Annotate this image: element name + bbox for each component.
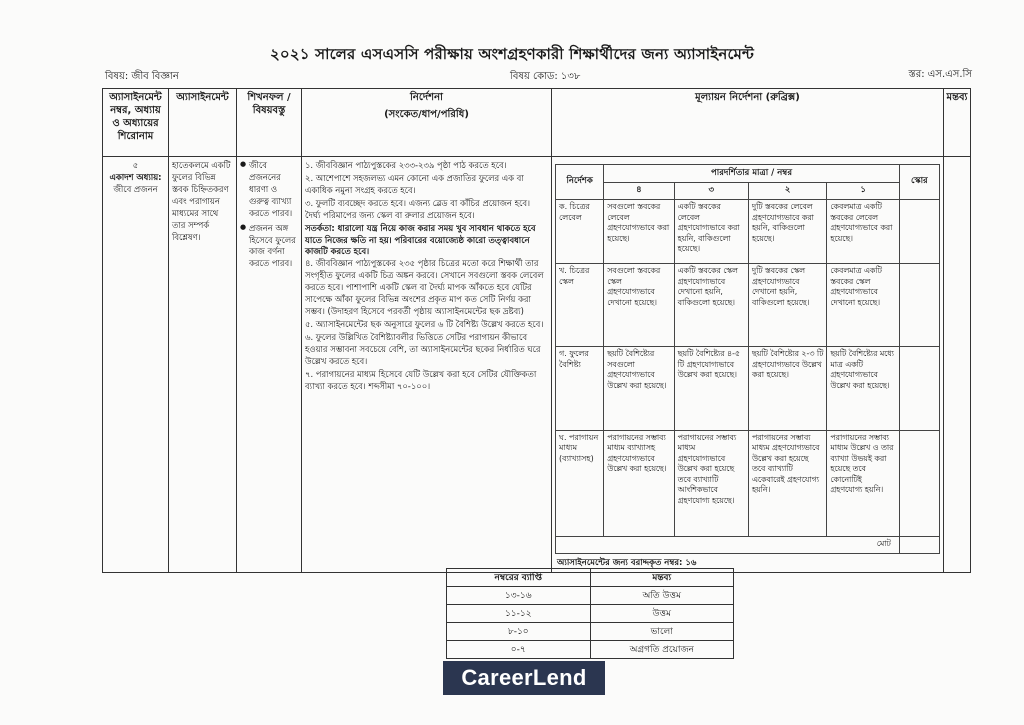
rubric-cell: একটি স্তবকের স্কেল গ্রহণযোগ্যভাবে দেখানো হয়নি, বাকিগুলো হয়েছে। <box>674 264 748 347</box>
step-item: ৭. পরাগায়নের মাধ্যম হিসেবে যেটি উল্লেখ করা হবে সেটির যৌক্তিকতা ব্যাখ্যা করতে হবে। শব্দসীমা ৭০-১০০। <box>305 368 537 391</box>
rubric-cell: ছয়টি বৈশিষ্ট্যের মধ্যে মাত্র একটি গ্রহণযোগ্যভাবে উল্লেখ করা হয়েছে। <box>827 347 899 430</box>
col-assignment: অ্যাসাইনমেন্ট <box>169 89 237 157</box>
col-instruction <box>302 89 552 157</box>
rubric-score <box>899 347 939 430</box>
rubric-criterion: ক. চিত্রের লেবেল <box>556 200 604 264</box>
rubric-row <box>556 347 940 430</box>
rubric-cell: সবগুলো স্তবকের স্কেল গ্রহণযোগ্যভাবে দেখানো হয়েছে। <box>604 264 674 347</box>
scale-remark: ভালো <box>590 623 734 641</box>
instruction-title: নির্দেশনা <box>410 92 443 103</box>
outcome-cell <box>237 157 302 573</box>
rubric-level-header: পারদর্শিতার মাত্রা / নম্বর <box>604 165 900 183</box>
rubric-score <box>899 430 939 537</box>
scale-row <box>447 623 734 641</box>
rubric-cell: দুটি স্তবকের স্কেল গ্রহণযোগ্যভাবে দেখানো হয়নি, বাকিগুলো হয়েছে। <box>748 264 826 347</box>
step-item: ৫. অ্যাসাইনমেন্টের ছক অনুসারে ফুলের ৬ টি বৈশিষ্ট্য উল্লেখ করতে হবে। <box>305 318 544 329</box>
rubric-score <box>899 264 939 347</box>
rubric-cell: দুটি স্তবকের লেবেল গ্রহণযোগ্যভাবে করা হয়নি, বাকিগুলো হয়েছে। <box>748 200 826 264</box>
rubric-cell: ছয়টি বৈশিষ্ট্যের ২-৩ টি গ্রহণযোগ্যভাবে উল্লেখ করা হয়েছে। <box>748 347 826 430</box>
scale-row <box>447 605 734 623</box>
rubric-total-label: মোট <box>556 537 900 554</box>
col-remarks: মন্তব্য <box>944 89 971 157</box>
evaluation-cell <box>552 157 944 573</box>
scale-row <box>447 587 734 605</box>
rubric-total-score <box>899 537 939 554</box>
step-item: ৪. জীববিজ্ঞান পাঠ্যপুস্তকের ২৩৫ পৃষ্ঠার চিত্রের মতো করে শিক্ষার্থী তার সংগৃহীত ফুলের একটি চিত্র অঙ্কন করবে। সেখানে সবগুলো স্তবক লেবেল করতে হবে। পাশাপাশি একটি স্কেল বা দৈর্ঘ্য মাপক আঁকতে হবে যেটির সাপেক্ষে আঁকা ফুলের বিভিন্ন অংশের প্রকৃত মাপ কত সেটি নির্ণয় করা সম্ভব। (উদাহরণ হিসেবে পরবর্তী পৃষ্ঠায় অ্যাসাইনমেন্টের ছক দ্রষ্টব্য) <box>305 258 544 317</box>
col-outcome: শিখনফল /বিষয়বস্তু <box>237 89 302 157</box>
scale-range: ৮-১০ <box>447 623 591 641</box>
chapter-label: একাদশ অধ্যায়: <box>109 171 162 182</box>
outcome-item: ● জীবে প্রজননের ধারণা ও গুরুত্ব ব্যাখ্যা করতে পারব। <box>240 160 298 220</box>
scale-header-range: নম্বরের ব্যাপ্তি <box>447 569 591 587</box>
subject-code: বিষয় কোড: ১৩৮ <box>510 71 581 82</box>
careerlend-logo: CareerLend <box>443 661 605 695</box>
rubric-cell: পরাগায়নের সম্ভাব্য মাধ্যম উল্লেখ ও তার ব্যাখ্যা উভয়ই করা হয়েছে তবে কোনোটিই গ্রহণযোগ্য হয়নি। <box>827 430 899 537</box>
rubric-cell: কেবলমাত্র একটি স্তবকের স্কেল গ্রহণযোগ্যভাবে দেখানো হয়েছে। <box>827 264 899 347</box>
rubric-cell: কেবলমাত্র একটি স্তবকের লেবেল গ্রহণযোগ্যভাবে করা হয়েছে। <box>827 200 899 264</box>
outcome-item: ● প্রজনন অঙ্গ হিসেবে ফুলের কাজ বর্ণনা করতে পারব। <box>240 223 298 271</box>
rubric-cell: পরাগায়নের সম্ভাব্য মাধ্যম গ্রহণযোগ্যভাবে উল্লেখ করা হয়েছে তবে ব্যাখ্যাটি একেবারেই গ্রহণযোগ্য হয়নি। <box>748 430 826 537</box>
scale-remark: অগ্রগতি প্রয়োজন <box>590 641 734 659</box>
scale-header-remark: মন্তব্য <box>590 569 734 587</box>
document-title: ২০২১ সালের এসএসসি পরীক্ষায় অংশগ্রহণকারী শিক্ষার্থীদের জন্য অ্যাসাইনমেন্ট <box>269 45 755 63</box>
scale-range: ০-৭ <box>447 641 591 659</box>
rubric-level: ২ <box>748 182 826 200</box>
step-item: ৬. ফুলের উল্লিখিত বৈশিষ্ট্যাবলীর ভিত্তিতে সেটির পরাগায়ন কীভাবে হওয়ার সম্ভাবনা সবচেয়ে বেশি, তা অ্যাসাইনমেন্টের ছকের নির্ধারিত ঘরে উল্লেখ করতে হবে। <box>305 331 541 366</box>
rubric-cell: পরাগায়নের সম্ভাব্য মাধ্যম গ্রহণযোগ্যভাবে উল্লেখ করা হয়েছে তবে ব্যাখ্যাটি আংশিকভাবে গ্রহণযোগ্য হয়েছে। <box>674 430 748 537</box>
rubric-cell: সবগুলো স্তবকের লেবেল গ্রহণযোগ্যভাবে করা হয়েছে। <box>604 200 674 264</box>
chapter-cell <box>103 157 169 573</box>
col-evaluation: মূল্যায়ন নির্দেশনা (রুব্রিক্স) <box>552 89 944 157</box>
rubric-level: ১ <box>827 182 899 200</box>
subject-label: বিষয়: জীব বিজ্ঞান <box>105 71 179 82</box>
rubric-cell: ছয়টি বৈশিষ্ট্যের সবগুলো গ্রহণযোগ্যভাবে উল্লেখ করা হয়েছে। <box>604 347 674 430</box>
scale-remark: অতি উত্তম <box>590 587 734 605</box>
assignment-table <box>102 88 971 573</box>
chapter-title: জীবে প্রজনন <box>113 183 158 194</box>
allocated-marks: অ্যাসাইনমেন্টের জন্য বরাদ্দকৃত নম্বর: ১৬ <box>557 558 697 568</box>
step-item: ২. আশেপাশে সহজলভ্য এমন কোনো এক প্রজাতির ফুলের এক বা একাধিক নমুনা সংগ্রহ করতে হবে। <box>305 172 524 195</box>
scale-range: ১১-১২ <box>447 605 591 623</box>
chapter-number: ৫ <box>132 160 139 170</box>
rubric-criterion: খ. চিত্রের স্কেল <box>556 264 604 347</box>
step-item: ১. জীববিজ্ঞান পাঠ্যপুস্তকের ২৩৩-২৩৯ পৃষ্ঠা পাঠ করতে হবে। <box>305 160 507 170</box>
instruction-cell <box>302 157 552 573</box>
rubric-score <box>899 200 939 264</box>
scale-range: ১৩-১৬ <box>447 587 591 605</box>
level-label: স্তর: এস.এস.সি <box>908 69 972 80</box>
step-item: ৩. ফুলটি ব্যবচ্ছেদ করতে হবে। এজন্য ব্লেড বা কাঁচির প্রয়োজন হবে। দৈর্ঘ্য পরিমাপের জন্য স্কেল বা রুলার প্রয়োজন হবে। <box>305 197 531 220</box>
col-chapter: অ্যাসাইনমেন্ট নম্বর, অধ্যায় ও অধ্যায়ের শিরোনাম <box>103 89 169 157</box>
rubric-cell: পরাগায়নের সম্ভাব্য মাধ্যম ব্যাখ্যাসহ গ্রহণযোগ্যভাবে উল্লেখ করা হয়েছে। <box>604 430 674 537</box>
instruction-subtitle: (সংকেত/ধাপ/পরিধি) <box>384 109 469 120</box>
remarks-cell <box>944 157 971 573</box>
rubric-total-row <box>556 537 940 554</box>
assignment-cell: হাতেকলমে একটি ফুলের বিভিন্ন স্তবক চিহ্নিতকরণ এবং পরাগায়ন মাধ্যমের সাথে তার সম্পর্ক বিশ্লেষণ। <box>169 157 237 573</box>
scale-row <box>447 641 734 659</box>
rubric-row <box>556 264 940 347</box>
rubric-row <box>556 430 940 537</box>
rubric-criterion: ঘ. পরাগায়ন মাধ্যম (ব্যাখ্যাসহ) <box>556 430 604 537</box>
rubric-criterion: গ. ফুলের বৈশিষ্ট্য <box>556 347 604 430</box>
rubric-cell: একটি স্তবকের লেবেল গ্রহণযোগ্যভাবে করা হয়নি, বাকিগুলো হয়েছে। <box>674 200 748 264</box>
rubric-cell: ছয়টি বৈশিষ্ট্যের ৪-৫ টি গ্রহণযোগ্যভাবে উল্লেখ করা হয়েছে। <box>674 347 748 430</box>
rubric-row <box>556 200 940 264</box>
rubric-table <box>555 164 940 554</box>
rubric-level: ৩ <box>674 182 748 200</box>
rubric-level: ৪ <box>604 182 674 200</box>
scale-remark: উত্তম <box>590 605 734 623</box>
rubric-criterion-header: নির্দেশক <box>556 165 604 200</box>
safety-warning: সতর্কতা: ধারালো যন্ত্র নিয়ে কাজ করার সময় খুব সাবধান থাকতে হবে যাতে নিজের ক্ষতি না হয়। পরিবারের বয়োজ্যেষ্ঠ কারো তত্ত্বাবধানে কাজটি করতে হবে। <box>305 222 536 257</box>
grading-scale-table <box>446 568 734 659</box>
rubric-score-header: স্কোর <box>899 165 939 200</box>
